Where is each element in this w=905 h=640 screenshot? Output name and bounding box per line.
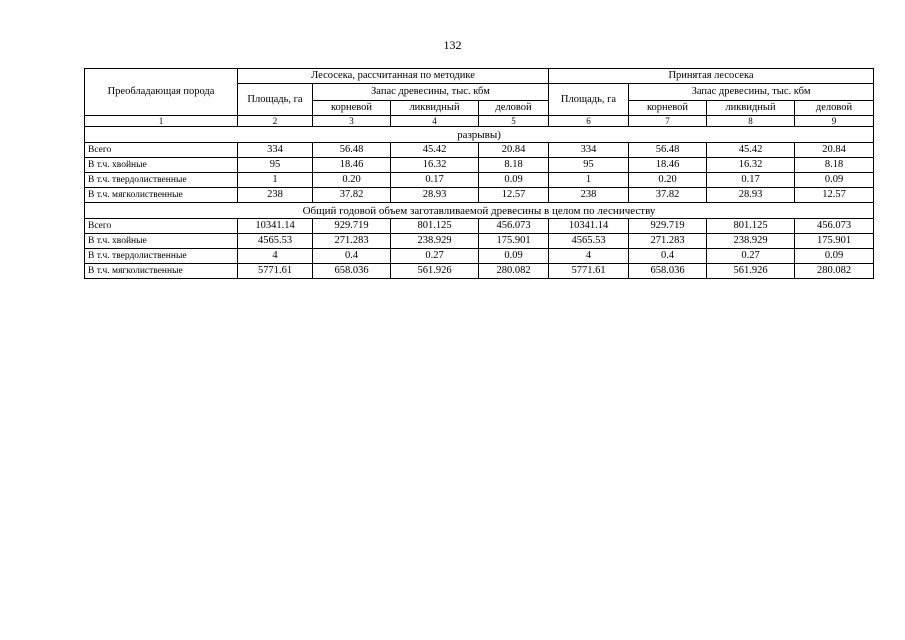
- harvest-table: [84, 68, 874, 279]
- table-header: [85, 69, 874, 116]
- table-cell: 280.082: [479, 264, 549, 279]
- column-number: 5: [479, 116, 549, 127]
- table-cell: 4: [549, 249, 629, 264]
- table-cell: 0.4: [313, 249, 391, 264]
- table-cell: 37.82: [629, 188, 707, 203]
- table-cell: 175.901: [795, 234, 874, 249]
- row-label: В т.ч. хвойные: [85, 158, 238, 173]
- table-cell: 37.82: [313, 188, 391, 203]
- table-row: [85, 143, 874, 158]
- liquid-method-header: ликвидный: [391, 101, 479, 116]
- row-label: В т.ч. мягколиственные: [85, 264, 238, 279]
- table-row: [85, 219, 874, 234]
- table-cell: 0.27: [391, 249, 479, 264]
- page-number: 132: [443, 38, 462, 52]
- table-cell: 238: [238, 188, 313, 203]
- table-cell: 10341.14: [238, 219, 313, 234]
- table-cell: 801.125: [391, 219, 479, 234]
- method-group-header: Лесосека, рассчитанная по методике: [238, 69, 549, 84]
- column-number: 6: [549, 116, 629, 127]
- table-cell: 20.84: [479, 143, 549, 158]
- table-cell: 929.719: [629, 219, 707, 234]
- species-header: Преобладающая порода: [85, 69, 238, 116]
- row-label: В т.ч. твердолиственные: [85, 249, 238, 264]
- table-cell: 0.20: [629, 173, 707, 188]
- stock-method-header: Запас древесины, тыс. кбм: [313, 84, 549, 101]
- table-row: [85, 249, 874, 264]
- table-row: [85, 173, 874, 188]
- table-body: [85, 116, 874, 279]
- row-label: Всего: [85, 143, 238, 158]
- row-label: В т.ч. твердолиственные: [85, 173, 238, 188]
- table-cell: 16.32: [707, 158, 795, 173]
- area-accepted-header: Площадь, га: [549, 84, 629, 116]
- table-cell: 28.93: [391, 188, 479, 203]
- column-number: 2: [238, 116, 313, 127]
- table-cell: 238.929: [707, 234, 795, 249]
- column-number-row: [85, 116, 874, 127]
- business-method-header: деловой: [479, 101, 549, 116]
- table-cell: 10341.14: [549, 219, 629, 234]
- table-row: [85, 264, 874, 279]
- table-cell: 45.42: [391, 143, 479, 158]
- table-cell: 18.46: [629, 158, 707, 173]
- root-method-header: корневой: [313, 101, 391, 116]
- row-label: Всего: [85, 219, 238, 234]
- column-number: 8: [707, 116, 795, 127]
- liquid-accepted-header: ликвидный: [707, 101, 795, 116]
- row-label: В т.ч. мягколиственные: [85, 188, 238, 203]
- section-title: Общий годовой объем заготавливаемой древесины в целом по лесничеству: [85, 203, 874, 219]
- table-cell: 95: [549, 158, 629, 173]
- table-cell: 238.929: [391, 234, 479, 249]
- table-cell: 0.09: [479, 249, 549, 264]
- table-row: [85, 158, 874, 173]
- section-title-row: [85, 127, 874, 143]
- table-cell: 56.48: [629, 143, 707, 158]
- stock-accepted-header: Запас древесины, тыс. кбм: [629, 84, 874, 101]
- table-cell: 16.32: [391, 158, 479, 173]
- table-cell: 0.4: [629, 249, 707, 264]
- table-cell: 280.082: [795, 264, 874, 279]
- table-cell: 0.09: [795, 249, 874, 264]
- section-title-row: [85, 203, 874, 219]
- accepted-group-header: Принятая лесосека: [549, 69, 874, 84]
- table-cell: 18.46: [313, 158, 391, 173]
- table-cell: 456.073: [479, 219, 549, 234]
- table-cell: 0.09: [795, 173, 874, 188]
- table-cell: 4: [238, 249, 313, 264]
- section-title: разрывы): [85, 127, 874, 143]
- table-cell: 658.036: [313, 264, 391, 279]
- table-cell: 0.17: [391, 173, 479, 188]
- table-cell: 334: [549, 143, 629, 158]
- column-number: 1: [85, 116, 238, 127]
- column-number: 3: [313, 116, 391, 127]
- table-cell: 45.42: [707, 143, 795, 158]
- row-label: В т.ч. хвойные: [85, 234, 238, 249]
- table-cell: 1: [238, 173, 313, 188]
- table-cell: 929.719: [313, 219, 391, 234]
- table-cell: 4565.53: [549, 234, 629, 249]
- table-row: [85, 188, 874, 203]
- table-cell: 8.18: [795, 158, 874, 173]
- root-accepted-header: корневой: [629, 101, 707, 116]
- table-cell: 20.84: [795, 143, 874, 158]
- table-cell: 95: [238, 158, 313, 173]
- table-cell: 0.27: [707, 249, 795, 264]
- table-cell: 12.57: [479, 188, 549, 203]
- column-number: 4: [391, 116, 479, 127]
- table-row: [85, 234, 874, 249]
- table-cell: 238: [549, 188, 629, 203]
- table-cell: 12.57: [795, 188, 874, 203]
- table-cell: 8.18: [479, 158, 549, 173]
- table-cell: 1: [549, 173, 629, 188]
- table-cell: 0.17: [707, 173, 795, 188]
- table-cell: 271.283: [629, 234, 707, 249]
- column-number: 9: [795, 116, 874, 127]
- table-cell: 456.073: [795, 219, 874, 234]
- table-cell: 0.09: [479, 173, 549, 188]
- table-cell: 334: [238, 143, 313, 158]
- business-accepted-header: деловой: [795, 101, 874, 116]
- table-cell: 561.926: [707, 264, 795, 279]
- table-cell: 28.93: [707, 188, 795, 203]
- table-cell: 4565.53: [238, 234, 313, 249]
- table-cell: 5771.61: [238, 264, 313, 279]
- table-cell: 175.901: [479, 234, 549, 249]
- table-cell: 5771.61: [549, 264, 629, 279]
- table-cell: 0.20: [313, 173, 391, 188]
- table-cell: 658.036: [629, 264, 707, 279]
- area-method-header: Площадь, га: [238, 84, 313, 116]
- table-cell: 271.283: [313, 234, 391, 249]
- column-number: 7: [629, 116, 707, 127]
- table-cell: 561.926: [391, 264, 479, 279]
- table-cell: 56.48: [313, 143, 391, 158]
- table-cell: 801.125: [707, 219, 795, 234]
